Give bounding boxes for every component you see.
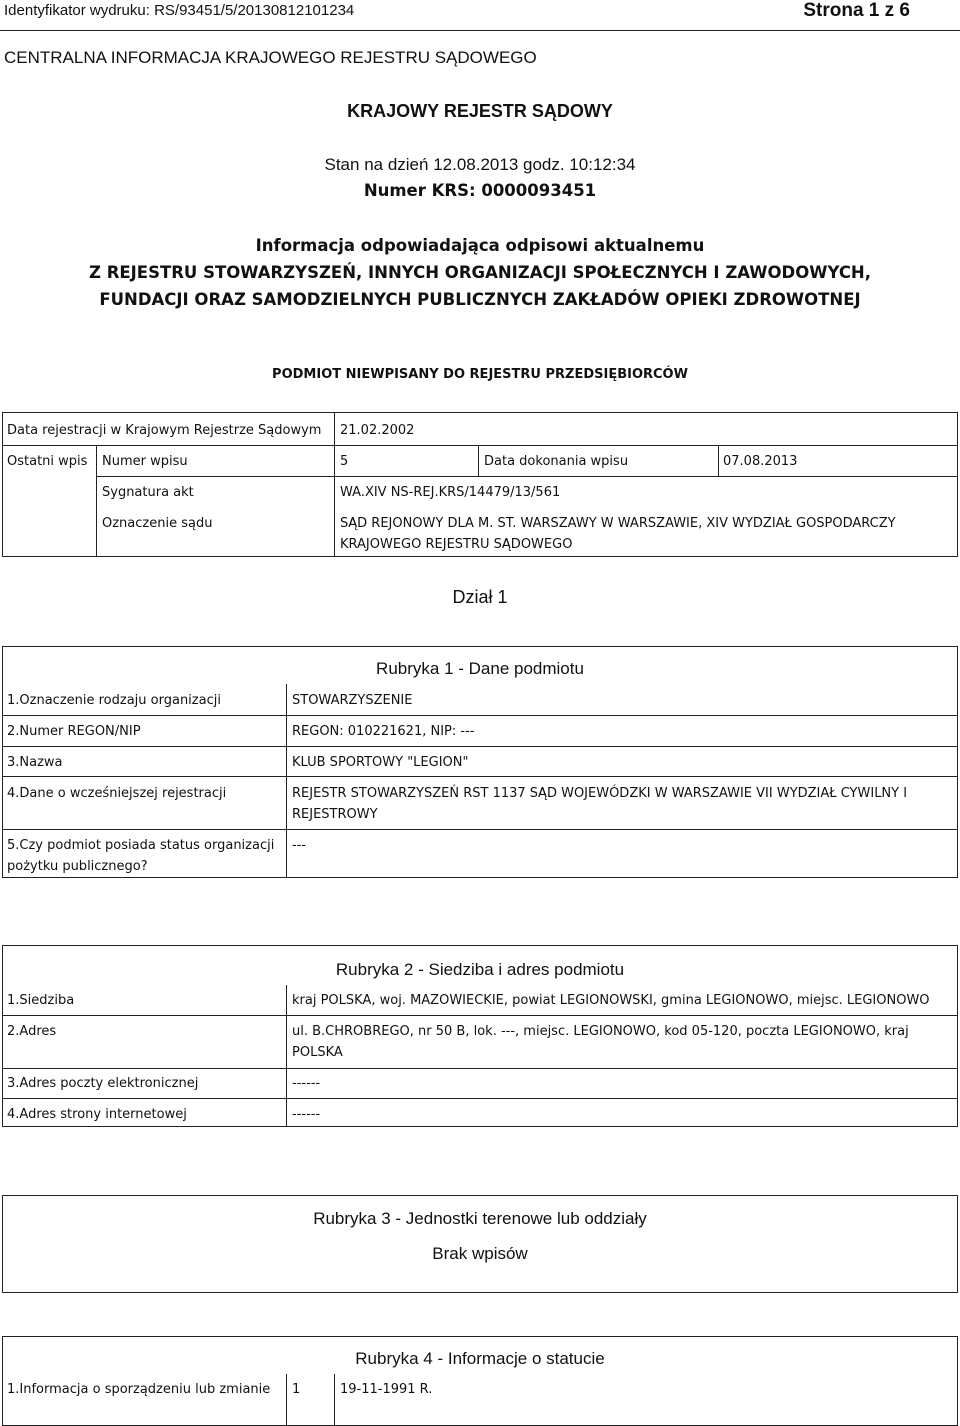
r1-row3-value: KLUB SPORTOWY "LEGION" [292, 755, 469, 770]
rubryka-1-title: Rubryka 1 - Dane podmiotu [376, 659, 584, 678]
r1-row5-value: --- [292, 838, 307, 853]
last-entry-label: Ostatni wpis [7, 454, 88, 469]
r1-row1-value: STOWARZYSZENIE [292, 693, 413, 708]
entry-number-value: 5 [340, 454, 349, 469]
court-value-line-2: KRAJOWEGO REJESTRU SĄDOWEGO [340, 537, 573, 552]
r1-row5-label-line-1: 5.Czy podmiot posiada status organizacji [7, 838, 275, 853]
rubryka-2-row-divider-3 [2, 1098, 958, 1099]
state-date: Stan na dzień 12.08.2013 godz. 10:12:34 [324, 155, 636, 174]
rubryka-2-col-divider [286, 985, 287, 1127]
registration-col-divider-2 [96, 445, 97, 557]
r1-row5-label-line-2: pożytku publicznego? [7, 859, 148, 874]
signature-label: Sygnatura akt [102, 485, 194, 500]
entry-number-label: Numer wpisu [102, 454, 188, 469]
rubryka-1-row-divider-4 [2, 829, 958, 830]
r2-row2-value-line-1: ul. B.CHROBREGO, nr 50 B, lok. ---, miejsc. LEGIONOWO, kod 05-120, poczta LEGIONOWO, kraj [292, 1024, 909, 1039]
rubryka-1-row-divider-2 [2, 746, 958, 747]
r1-row2-value: REGON: 010221621, NIP: --- [292, 724, 475, 739]
rubryka-3-empty: Brak wpisów [432, 1244, 528, 1263]
info-line-1: Informacja odpowiadająca odpisowi aktualnemu [255, 236, 705, 255]
r4-row1-label: 1.Informacja o sporządzeniu lub zmianie [7, 1382, 271, 1397]
r4-row1-number: 1 [292, 1382, 301, 1397]
rubryka-4-title: Rubryka 4 - Informacje o statucie [355, 1349, 605, 1368]
r1-row3-label: 3.Nazwa [7, 755, 63, 770]
r2-row3-value: ------ [292, 1076, 321, 1091]
r2-row1-label: 1.Siedziba [7, 993, 75, 1008]
r1-row4-label: 4.Dane o wcześniejszej rejestracji [7, 786, 227, 801]
r2-row2-label: 2.Adres [7, 1024, 57, 1039]
entry-date-label: Data dokonania wpisu [484, 454, 629, 469]
r2-row3-label: 3.Adres poczty elektronicznej [7, 1076, 199, 1091]
info-line-3: FUNDACJI ORAZ SAMODZIELNYCH PUBLICZNYCH ZAKŁADÓW OPIEKI ZDROWOTNEJ [99, 290, 861, 309]
entity-note: PODMIOT NIEWPISANY DO REJESTRU PRZEDSIĘBIORCÓW [272, 367, 688, 382]
reg-date-value: 21.02.2002 [340, 423, 415, 438]
court-value-line-1: SĄD REJONOWY DLA M. ST. WARSZAWY W WARSZAWIE, XIV WYDZIAŁ GOSPODARCZY [340, 516, 896, 531]
rubryka-1-row-divider-1 [2, 715, 958, 716]
r1-row4-value-line-1: REJESTR STOWARZYSZEŃ RST 1137 SĄD WOJEWÓDZKI W WARSZAWIE VII WYDZIAŁ CYWILNY I [292, 786, 908, 801]
r1-row4-value-line-2: REJESTROWY [292, 807, 378, 822]
rubryka-2-row-divider-2 [2, 1068, 958, 1069]
r2-row4-value: ------ [292, 1107, 321, 1122]
entry-date-value: 07.08.2013 [723, 454, 798, 469]
header-divider [0, 30, 960, 31]
print-identifier: Identyfikator wydruku: RS/93451/5/20130812101234 [4, 2, 355, 19]
rubryka-1-col-divider [286, 684, 287, 878]
registration-col-divider-1 [334, 412, 335, 557]
rubryka-2-title: Rubryka 2 - Siedziba i adres podmiotu [335, 960, 625, 979]
registration-col-divider-4 [718, 445, 719, 476]
registration-col-divider-3 [478, 445, 479, 476]
r2-row2-value-line-2: POLSKA [292, 1045, 343, 1060]
registration-divider-1 [2, 445, 958, 446]
info-line-2: Z REJESTRU STOWARZYSZEŃ, INNYCH ORGANIZACJI SPOŁECZNYCH I ZAWODOWYCH, [88, 263, 872, 282]
r2-row4-label: 4.Adres strony internetowej [7, 1107, 187, 1122]
rubryka-4-col-divider-2 [334, 1374, 335, 1426]
r1-row1-label: 1.Oznaczenie rodzaju organizacji [7, 693, 221, 708]
r2-row1-value: kraj POLSKA, woj. MAZOWIECKIE, powiat LEGIONOWSKI, gmina LEGIONOWO, miejsc. LEGIONOWO [292, 993, 930, 1008]
rubryka-4-col-divider-1 [286, 1374, 287, 1426]
org-line: CENTRALNA INFORMACJA KRAJOWEGO REJESTRU SĄDOWEGO [4, 48, 537, 67]
rubryka-3-title: Rubryka 3 - Jednostki terenowe lub oddziały [313, 1209, 647, 1228]
section-title: Dział 1 [452, 587, 508, 607]
page-number: Strona 1 z 6 [803, 0, 910, 21]
reg-date-label: Data rejestracji w Krajowym Rejestrze Sądowym [7, 423, 322, 438]
court-label: Oznaczenie sądu [102, 516, 213, 531]
signature-value: WA.XIV NS-REJ.KRS/14479/13/561 [340, 485, 561, 500]
r4-row1-value: 19-11-1991 R. [340, 1382, 433, 1397]
rubryka-2-row-divider-1 [2, 1015, 958, 1016]
krs-number: Numer KRS: 0000093451 [363, 181, 597, 200]
rubryka-1-row-divider-3 [2, 776, 958, 777]
registration-divider-2 [96, 476, 958, 477]
register-title: KRAJOWY REJESTR SĄDOWY [347, 101, 613, 121]
r1-row2-label: 2.Numer REGON/NIP [7, 724, 141, 739]
